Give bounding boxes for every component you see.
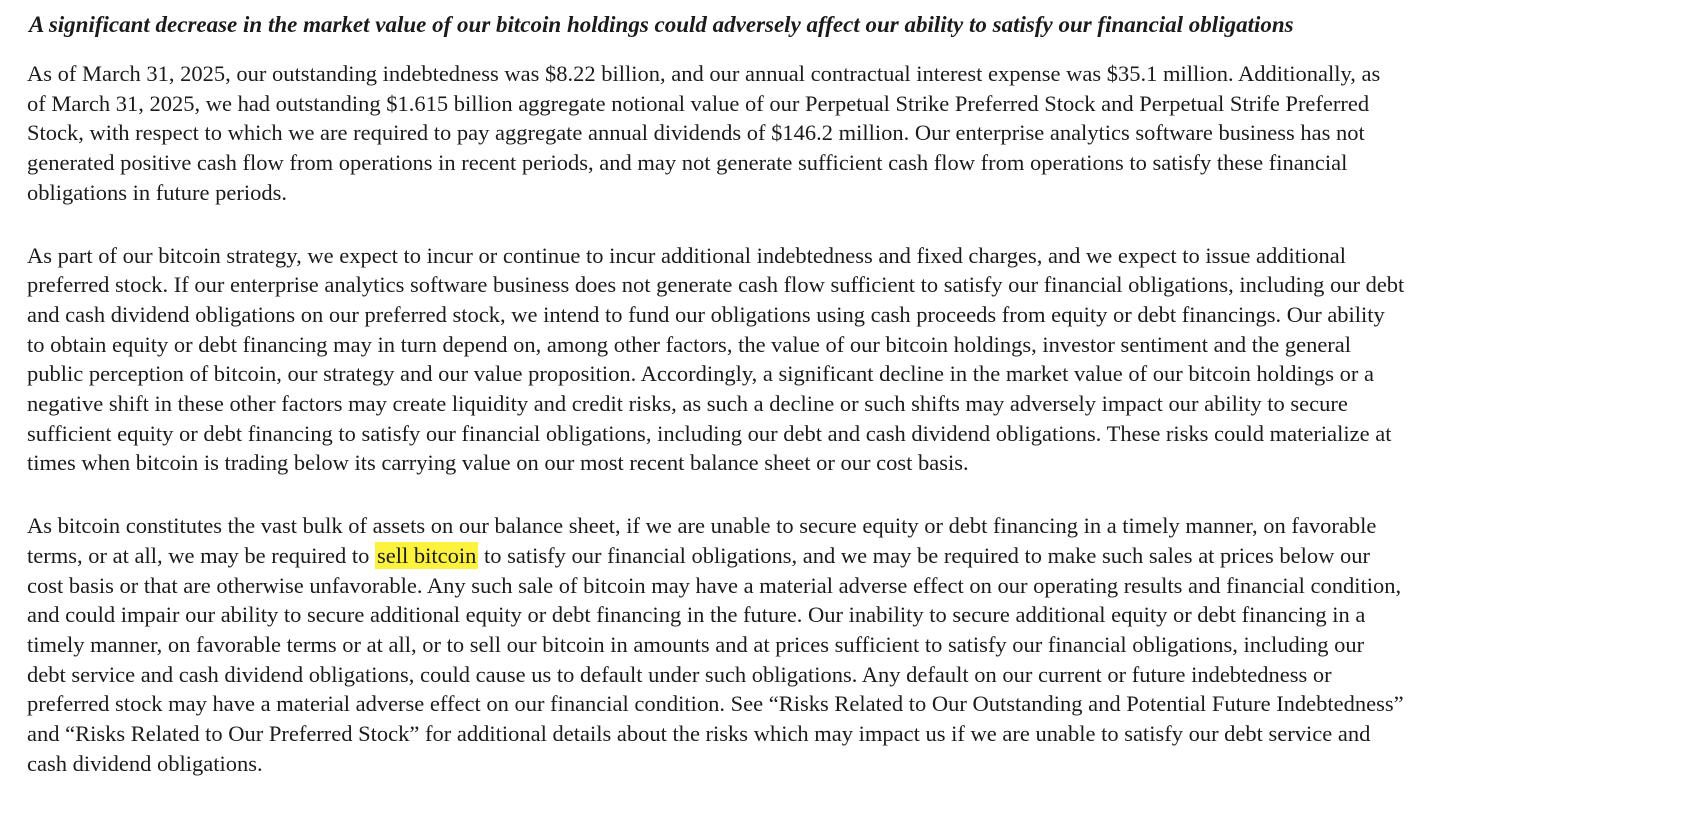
text-line: timely manner, on favorable terms or at all, or to sell our bitcoin in amounts and at prices sufficient to satisfy our financial obligations, including our bbox=[27, 631, 1365, 657]
highlighted-text: sell bitcoin bbox=[377, 542, 477, 568]
text-line: preferred stock. If our enterprise analytics software business does not generate cash flow sufficient to satisfy our financial obligations, including our debt bbox=[27, 272, 1405, 298]
text-line: debt service and cash dividend obligations, could cause us to default under such obligations. Any default on our current or future indebtedness or bbox=[27, 661, 1332, 687]
paragraph-indebtedness bbox=[27, 59, 1671, 208]
text-line: As bitcoin constitutes the vast bulk of assets on our balance sheet, if we are unable to secure equity or debt financing in a timely manner, on favorable bbox=[27, 513, 1377, 539]
text-line: sufficient equity or debt financing to satisfy our financial obligations, including our debt and cash dividend obligations. These risks could materialize at bbox=[27, 420, 1392, 446]
text-line: preferred stock may have a material adverse effect on our financial condition. See “Risks Related to Our Outstanding and Potential Future Indebtedness” bbox=[27, 691, 1404, 717]
text-line: of March 31, 2025, we had outstanding $1.615 billion aggregate notional value of our Perpetual Strike Preferred Stock and Perpetual Strife Preferred bbox=[27, 90, 1370, 116]
text-line: obligations in future periods. bbox=[27, 179, 287, 205]
paragraph-sell-bitcoin-risk bbox=[27, 511, 1671, 778]
section-heading: A significant decrease in the market value of our bitcoin holdings could adversely affect our ability to satisfy our financial obligations bbox=[29, 12, 1294, 37]
text-line: As part of our bitcoin strategy, we expect to incur or continue to incur additional indebtedness and fixed charges, and we expect to issue additional bbox=[27, 242, 1346, 268]
text-line: and cash dividend obligations on our preferred stock, we intend to fund our obligations using cash proceeds from equity or debt financings. Our ability bbox=[27, 301, 1385, 327]
text-line: generated positive cash flow from operations in recent periods, and may not generate sufficient cash flow from operations to satisfy these financial bbox=[27, 150, 1348, 176]
text-segment: terms, or at all, we may be required to bbox=[27, 542, 376, 568]
paragraph-bitcoin-strategy bbox=[27, 241, 1671, 479]
text-line: cash dividend obligations. bbox=[27, 750, 263, 776]
text-line: times when bitcoin is trading below its carrying value on our most recent balance sheet or our cost basis. bbox=[27, 450, 969, 476]
text-line-with-highlight bbox=[27, 541, 1671, 571]
text-line: negative shift in these other factors may create liquidity and credit risks, as such a decline or such shifts may adversely impact our ability to secure bbox=[27, 391, 1348, 417]
text-line: and “Risks Related to Our Preferred Stock” for additional details about the risks which may impact us if we are unable to satisfy our debt service and bbox=[27, 721, 1371, 747]
text-line: to obtain equity or debt financing may in turn depend on, among other factors, the value of our bitcoin holdings, investor sentiment and the general bbox=[27, 331, 1352, 357]
text-segment: to satisfy our financial obligations, and we may be required to make such sales at prices below our bbox=[478, 542, 1371, 568]
text-line: As of March 31, 2025, our outstanding indebtedness was $8.22 billion, and our annual contractual interest expense was $35.1 million. Additionally, as bbox=[27, 61, 1381, 86]
text-line: Stock, with respect to which we are required to pay aggregate annual dividends of $146.2 million. Our enterprise analytics software business has not bbox=[27, 120, 1365, 146]
text-line: cost basis or that are otherwise unfavorable. Any such sale of bitcoin may have a material adverse effect on our operating results and financial condition, bbox=[27, 572, 1402, 598]
text-line: public perception of bitcoin, our strategy and our value proposition. Accordingly, a significant decline in the market value of our bitcoin holdings or a bbox=[27, 361, 1374, 387]
text-line: and could impair our ability to secure additional equity or debt financing in the future. Our inability to secure additional equity or debt financing in a bbox=[27, 602, 1366, 628]
